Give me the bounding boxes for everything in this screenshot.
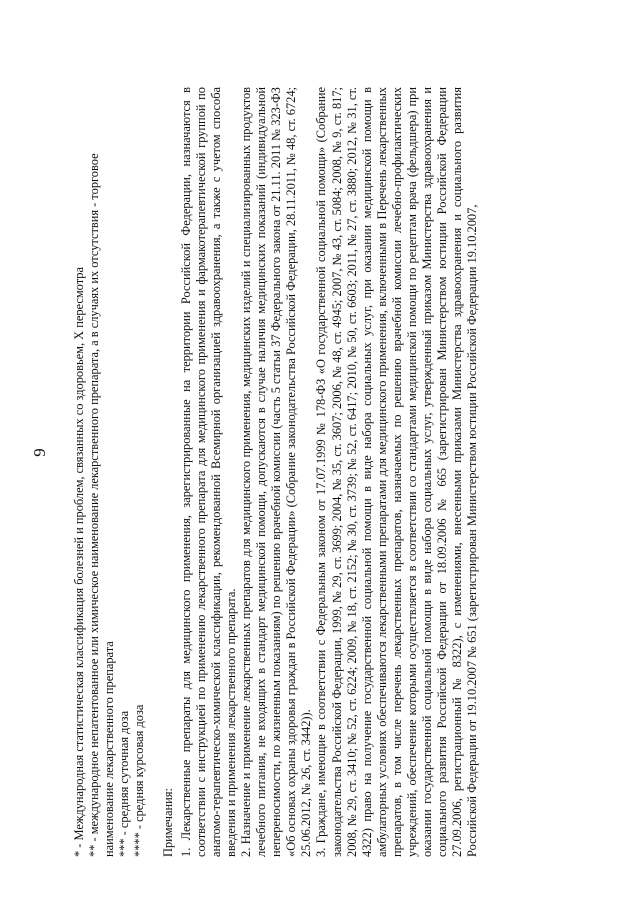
notes-heading: Примечания: <box>161 788 176 857</box>
page-number: 9 <box>30 448 49 457</box>
page-content <box>72 87 480 857</box>
footnotes <box>72 87 147 857</box>
notes-section <box>161 87 480 857</box>
note-item-3: 3. Граждане, имеющие в соответствии с Федеральным законом от 17.07.1999 № 178-ФЗ «О государственной социальной помощи» (Собрание законодательства Российской Федерации, 1999, № 29, ст. 3699; 2004, № 35, ст. 3607; 2006, № 48, ст. 4945; 2007, № 43, ст. 5084; 2008, № 9, ст. 817; 2008, № 29, ст. 3410; № 52, ст. 6224; 2009, № 18, ст. 2152; № 30, ст. 3739; № 52, ст. 6417; 2010, № 50, ст. 6603; 2011, № 27, ст. 3880; 2012, № 31, ст. 4322) право на получение государственной социальной помощи в виде набора социальных услуг, при оказании медицинской помощи в амбулаторных условиях обеспечиваются лекарственными препаратами для медицинского применения, включенными в Перечень лекарственных препаратов, в том числе перечень лекарственных препаратов, назначаемых по решению врачебной комиссии лечебно-профилактических учреждений, обеспечение которыми осуществляется в соответствии со стандартами медицинской помощи по рецептам врача (фельдшера) при оказании государственной социальной помощи в виде набора социальных услуг, утвержденный приказом Министерства здравоохранения и социального развития Российской Федерации от 18.09.2006 № 665 (зарегистрирован Министерством юстиции Российской Федерации 27.09.2006, регистрационный № 8322), с изменениями, внесенными приказами Министерства здравоохранения и социального развития Российской Федерации от 19.10.2007 № 651 (зарегистрирован Министерством юстиции Российской Федерации 19.10.2007, <box>314 87 480 857</box>
note-item-1: 1. Лекарственные препараты для медицинского применения, зарегистрированные на территории Российской Федерации, назначаются в соответствии с инструкцией по применению лекарственного препарата для медицинского применения и фармакотерапевтической группой по анатомо-терапевтическо-химической классификации, рекомендованной Всемирной организацией здравоохранения, а также с учетом способа введения и применения лекарственного препарата. <box>178 87 238 857</box>
footnote-drug-name: ** - международное непатентованное или химическое наименование лекарственного препарата, а в случаях их отсутствия - торговое наименование лекарственного препарата <box>87 153 117 857</box>
footnote-daily-dose: *** - средняя суточная доза <box>117 710 132 857</box>
footnote-icd: * - Международная статистическая классификация болезней и проблем, связанных со здоровьем, X пересмотра <box>72 267 86 857</box>
note-item-2: 2. Назначение и применение лекарственных препаратов для медицинского применения, медицинских изделий и специализированных продуктов лечебного питания, не входящих в стандарт медицинской помощи, допускаются в случае наличия медицинских показаний (индивидуальной непереносимости, по жизненным показаниям) по решению врачебной комиссии (часть 5 статьи 37 Федерального закона от 21.11. 2011 № 323-ФЗ «Об основах охраны здоровья граждан в Российской Федерации» (Собрание законодательства Российской Федерации, 28.11.2011, № 48, ст. 6724; 25.06.2012, № 26, ст. 3442)). <box>238 87 314 857</box>
footnote-course-dose: **** - средняя курсовая доза <box>132 704 147 857</box>
